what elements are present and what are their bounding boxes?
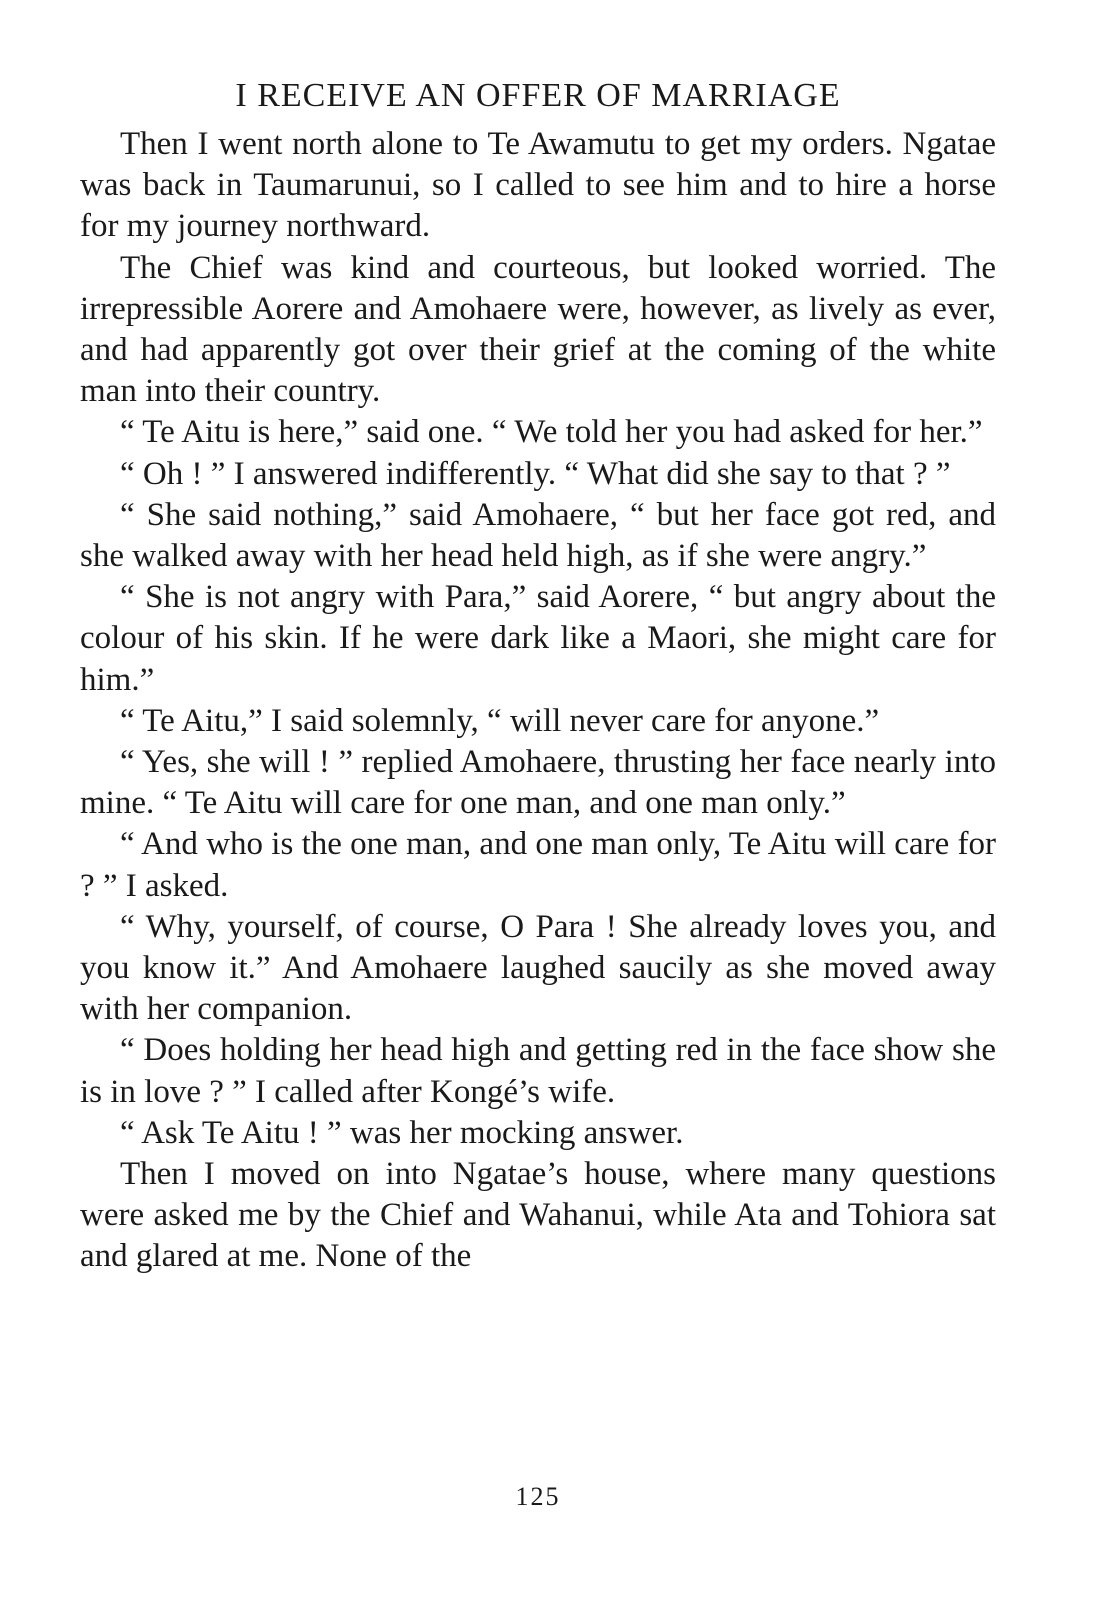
paragraph-8: “ Yes, she will ! ” replied Amohaere, thrusting her face nearly into mine. “ Te Aitu will care for one man, and one man only.” [80, 744, 996, 822]
running-head: I RECEIVE AN OFFER OF MARRIAGE [235, 77, 841, 114]
paragraph-4: “ Oh ! ” I answered indifferently. “ What did she say to that ? ” [120, 455, 951, 492]
paragraph-12: “ Ask Te Aitu ! ” was her mocking answer. [120, 1114, 684, 1151]
paragraph-13: Then I moved on into Ngatae’s house, where many questions were asked me by the Chief and Wahanui, while Ata and Tohiora sat and glared at me. None of the [80, 1156, 996, 1275]
page-number: 125 [515, 1482, 561, 1511]
paragraph-1: Then I went north alone to Te Awamutu to get my orders. Ngatae was back in Taumarunui, so I called to see him and to hire a horse for my journey northward. [80, 126, 996, 245]
paragraph-5: “ She said nothing,” said Amohaere, “ but her face got red, and she walked away with her head held high, as if she were angry.” [80, 496, 996, 575]
paragraph-10: “ Why, yourself, of course, O Para ! She already loves you, and you know it.” And Amohaere laughed saucily as she moved away with her companion. [80, 908, 996, 1028]
book-page [80, 72, 996, 1572]
paragraph-11: “ Does holding her head high and getting red in the face show she is in love ? ” I called after Kongé’s wife. [80, 1032, 996, 1110]
paragraph-6: “ She is not angry with Para,” said Aorere, “ but angry about the colour of his skin. If he were dark like a Maori, she might care for him.” [80, 579, 996, 698]
paragraph-7: “ Te Aitu,” I said solemnly, “ will never care for anyone.” [120, 702, 880, 739]
paragraph-3: “ Te Aitu is here,” said one. “ We told her you had asked for her.” [120, 414, 983, 451]
paragraph-9: “ And who is the one man, and one man only, Te Aitu will care for ? ” I asked. [80, 826, 996, 904]
paragraph-2: The Chief was kind and courteous, but looked worried. The irrepressible Aorere and Amohaere were, however, as lively as ever, and had apparently got over their grief at the coming of the white man into their country. [80, 249, 996, 410]
